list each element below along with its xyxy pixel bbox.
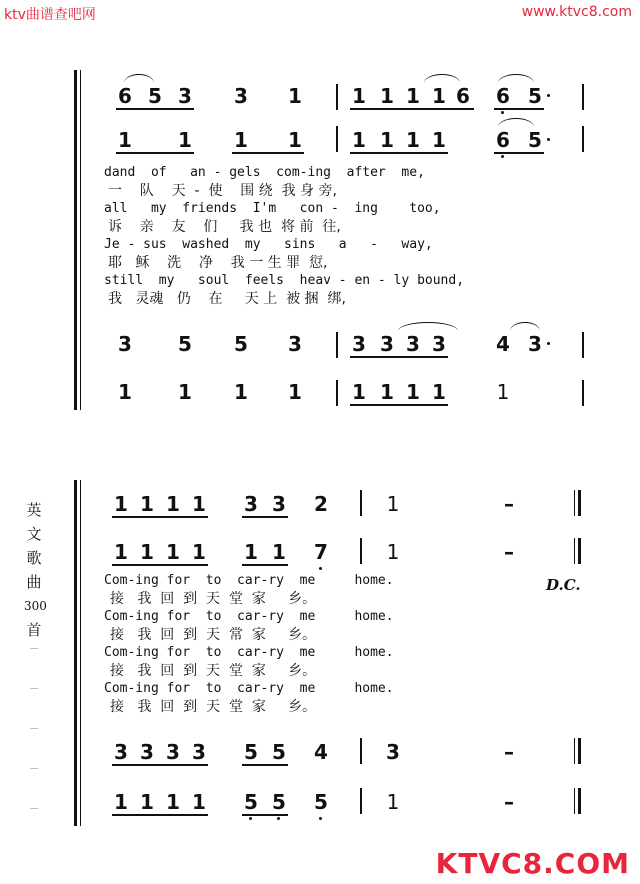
note: 1 xyxy=(234,128,248,152)
note: 1 xyxy=(118,380,132,404)
note: 3 xyxy=(352,332,366,356)
notation-staff-4 xyxy=(0,790,640,814)
note: 3 xyxy=(528,332,542,356)
notation-staff-1 xyxy=(0,492,640,516)
note: 1 xyxy=(288,84,302,108)
lyric-line: Je - sus washed my sins a - way, xyxy=(104,237,433,252)
note: 6 xyxy=(496,128,510,152)
note: 5 xyxy=(234,332,248,356)
note: 1 xyxy=(140,492,154,516)
lyric-line: 一 队 天 - 使 围 绕 我 身 旁, xyxy=(108,183,337,199)
note: 1 xyxy=(352,84,366,108)
lyric-line: 我 灵魂 仍 在 天 上 被 捆 绑, xyxy=(108,291,346,307)
note: 1 xyxy=(288,128,302,152)
note: 1 xyxy=(386,540,400,564)
note: 1 xyxy=(406,128,420,152)
note: 3 xyxy=(244,492,258,516)
lyric-line: 诉 亲 友 们 我 也 将 前 往, xyxy=(108,219,341,235)
note: 5 xyxy=(272,790,286,814)
note: 3 xyxy=(166,740,180,764)
note: 3 xyxy=(432,332,446,356)
note: 1 xyxy=(496,380,510,404)
lyric-line: Com-ing for to car-ry me home. xyxy=(104,609,394,624)
lyric-line: still my soul feels heav - en - ly bound, xyxy=(104,273,465,288)
notation-staff-3 xyxy=(0,332,640,356)
site-watermark-top-right: www.ktvc8.com xyxy=(521,4,632,20)
note: 1 xyxy=(192,790,206,814)
note: 2 xyxy=(314,492,328,516)
lyric-line: 接 我 回 到 天 堂 家 乡。 xyxy=(110,591,317,607)
note: 3 xyxy=(118,332,132,356)
note: 5 xyxy=(178,332,192,356)
notation-staff-2 xyxy=(0,128,640,152)
da-capo-mark: D.C. xyxy=(546,576,581,594)
note: 1 xyxy=(114,790,128,814)
lyric-line: dand of an - gels com-ing after me, xyxy=(104,165,425,180)
note: 7 xyxy=(314,540,328,564)
note: 1 xyxy=(386,492,400,516)
note: 1 xyxy=(166,790,180,814)
lyric-line: 接 我 回 到 天 堂 家 乡。 xyxy=(110,699,317,715)
note: 3 xyxy=(406,332,420,356)
note: 1 xyxy=(432,380,446,404)
note: 3 xyxy=(178,84,192,108)
note: 1 xyxy=(192,492,206,516)
site-watermark-top-left: ktv曲谱查吧网 xyxy=(4,7,96,23)
note: 1 xyxy=(406,380,420,404)
notation-staff-2 xyxy=(0,540,640,564)
note: 1 xyxy=(380,84,394,108)
note: 1 xyxy=(244,540,258,564)
system-bracket xyxy=(74,70,77,410)
note: 5 xyxy=(314,790,328,814)
lyric-line: 接 我 回 到 天 常 家 乡。 xyxy=(110,627,317,643)
lyric-line: 接 我 回 到 天 堂 家 乡。 xyxy=(110,663,317,679)
system-bracket-thin xyxy=(80,70,81,410)
note: 1 xyxy=(386,790,400,814)
site-watermark-bottom: KTVC8.COM xyxy=(435,847,630,880)
note: 1 xyxy=(352,380,366,404)
lyric-line: Com-ing for to car-ry me home. xyxy=(104,645,394,660)
note: 1 xyxy=(140,540,154,564)
margin-dash xyxy=(30,688,38,689)
note: 4 xyxy=(496,332,510,356)
note: 6 xyxy=(118,84,132,108)
margin-dash xyxy=(30,768,38,769)
lyric-line: 耶 稣 洗 净 我 一 生 罪 愆, xyxy=(108,255,328,271)
note: 4 xyxy=(314,740,328,764)
notation-staff-4 xyxy=(0,380,640,404)
note: 3 xyxy=(380,332,394,356)
note: 5 xyxy=(272,740,286,764)
note: 3 xyxy=(140,740,154,764)
note: 1 xyxy=(178,380,192,404)
note: 1 xyxy=(178,128,192,152)
note: 1 xyxy=(380,380,394,404)
margin-dash xyxy=(30,648,38,649)
note: 1 xyxy=(432,128,446,152)
note: 6 xyxy=(496,84,510,108)
lyric-line: Com-ing for to car-ry me home. xyxy=(104,681,394,696)
note: 3 xyxy=(386,740,400,764)
note: 1 xyxy=(114,540,128,564)
note: 1 xyxy=(352,128,366,152)
note: 1 xyxy=(432,84,446,108)
note: 5 xyxy=(148,84,162,108)
note: 1 xyxy=(166,540,180,564)
note: 1 xyxy=(272,540,286,564)
note: 5 xyxy=(244,790,258,814)
note: 5 xyxy=(528,84,542,108)
note: 3 xyxy=(114,740,128,764)
note: 3 xyxy=(272,492,286,516)
notation-staff-1 xyxy=(0,84,640,108)
note: 1 xyxy=(288,380,302,404)
rest-dash: – xyxy=(504,790,514,814)
rest-dash: – xyxy=(504,540,514,564)
notation-staff-3 xyxy=(0,740,640,764)
note: 1 xyxy=(166,492,180,516)
note: 1 xyxy=(380,128,394,152)
margin-dash xyxy=(30,728,38,729)
note: 3 xyxy=(234,84,248,108)
note: 3 xyxy=(288,332,302,356)
note: 5 xyxy=(528,128,542,152)
note: 1 xyxy=(114,492,128,516)
rest-dash: – xyxy=(504,740,514,764)
note: 1 xyxy=(118,128,132,152)
book-title-vertical: 英 文 歌 曲 300 首 xyxy=(24,501,47,639)
rest-dash: – xyxy=(504,492,514,516)
system-bracket xyxy=(74,480,77,826)
note: 1 xyxy=(406,84,420,108)
note: 1 xyxy=(192,540,206,564)
note: 6 xyxy=(456,84,470,108)
note: 1 xyxy=(140,790,154,814)
lyric-line: all my friends I'm con - ing too, xyxy=(104,201,441,216)
lyric-line: Com-ing for to car-ry me home. xyxy=(104,573,394,588)
note: 5 xyxy=(244,740,258,764)
system-bracket-thin xyxy=(80,480,81,826)
note: 3 xyxy=(192,740,206,764)
note: 1 xyxy=(234,380,248,404)
